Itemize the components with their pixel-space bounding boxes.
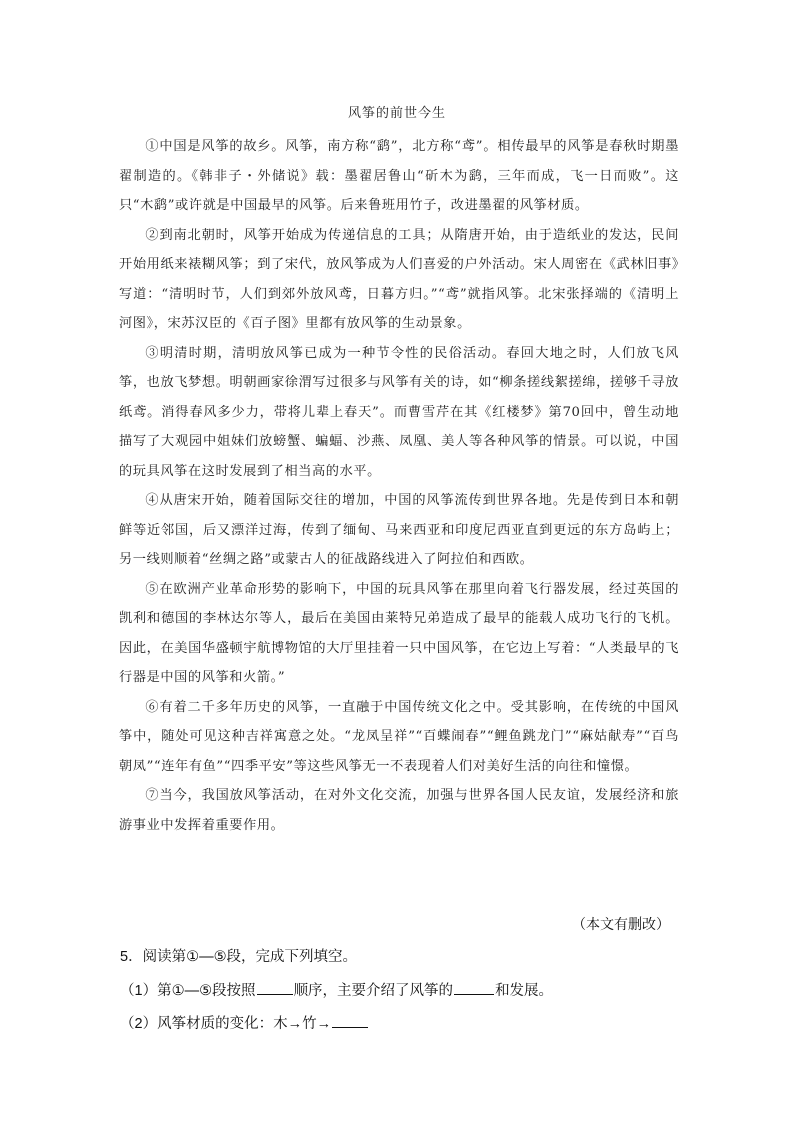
article-body <box>119 132 679 840</box>
article-title: 风筝的前世今生 <box>347 106 446 121</box>
paragraph-2: ②到南北朝时，风筝开始成为传递信息的工具；从隋唐开始，由于造纸业的发达，民间开始用纸来裱糊风筝；到了宋代，放风筝成为人们喜爱的户外活动。宋人周密在《武林旧事》写道：“清明时节，人们到郊外放风鸢，日暮方归。”“鸢”就指风筝。北宋张择端的《清明上河图》，宋苏汉臣的《百子图》里都有放风筝的生动景象。 <box>119 227 679 331</box>
question-part-2-text: （2）风筝材质的变化：木→竹→ <box>120 1016 332 1032</box>
paragraph-5: ⑤在欧洲产业革命形势的影响下，中国的玩具风筝在那里向着飞行器发展，经过英国的凯利和德国的李林达尔等人，最后在美国由莱特兄弟造成了最早的能载人成功飞行的飞机。因此，在美国华盛顿宇航博物馆的大厅里挂着一只中国风筝，在它边上写着：“人类最早的飞行器是中国的风筝和火箭。” <box>119 581 679 685</box>
answer-blank-material[interactable] <box>332 1011 368 1028</box>
question-part-1 <box>120 978 680 1011</box>
answer-blank-origin[interactable] <box>454 978 494 995</box>
paragraph-1: ①中国是风筝的故乡。风筝，南方称“鹞”，北方称“鸢”。相传最早的风筝是春秋时期墨翟制造的。《韩非子・外储说》载：墨翟居鲁山“斫木为鹞，三年而成，飞一日而败”。这只“木鹞”或许就是中国最早的风筝。后来鲁班用竹子，改进墨翟的风筝材质。 <box>119 139 679 213</box>
source-note: （本文有删改） <box>572 916 670 932</box>
answer-blank-order[interactable] <box>257 978 293 995</box>
paragraph-6: ⑥有着二千多年历史的风筝，一直融于中国传统文化之中。受其影响，在传统的中国风筝中，随处可见这种吉祥寓意之处。“龙凤呈祥”“百蝶闹春”“鲤鱼跳龙门”“麻姑献寿”“百鸟朝凤”“连年有鱼”“四季平安”等这些风筝无一不表现着人们对美好生活的向往和憧憬。 <box>119 699 679 774</box>
question-part-1-text-b: 顺序，主要介绍了风筝的 <box>293 983 454 999</box>
question-block <box>120 945 680 1044</box>
question-stem: 5．阅读第①—⑤段，完成下列填空。 <box>120 949 358 965</box>
question-part-1-text-c: 和发展。 <box>495 983 554 999</box>
question-part-1-text-a: （1）第①—⑤段按照 <box>120 983 256 999</box>
paragraph-3: ③明清时期，清明放风筝已成为一种节令性的民俗活动。春回大地之时，人们放飞风筝，也放飞梦想。明朝画家徐渭写过很多与风筝有关的诗，如“柳条搓线絮搓绵，搓够千寻放纸鸢。消得春风多少力，带将儿辈上春天”。而曹雪芹在其《红楼梦》第70回中，曾生动地描写了大观园中姐妹们放螃蟹、蝙蝠、沙燕、凤凰、美人等各种风筝的情景。可以说，中国的玩具风筝在这时发展到了相当高的水平。 <box>119 345 679 479</box>
paragraph-7: ⑦当今，我国放风筝活动，在对外文化交流，加强与世界各国人民友谊，发展经济和旅游事业中发挥着重要作用。 <box>119 788 679 833</box>
question-part-2 <box>120 1011 680 1044</box>
paragraph-4: ④从唐宋开始，随着国际交往的增加，中国的风筝流传到世界各地。先是传到日本和朝鲜等近邻国，后又漂洋过海，传到了缅甸、马来西亚和印度尼西亚直到更远的东方岛屿上；另一线则顺着“丝绸之路”或蒙古人的征战路线进入了阿拉伯和西欧。 <box>119 493 679 567</box>
